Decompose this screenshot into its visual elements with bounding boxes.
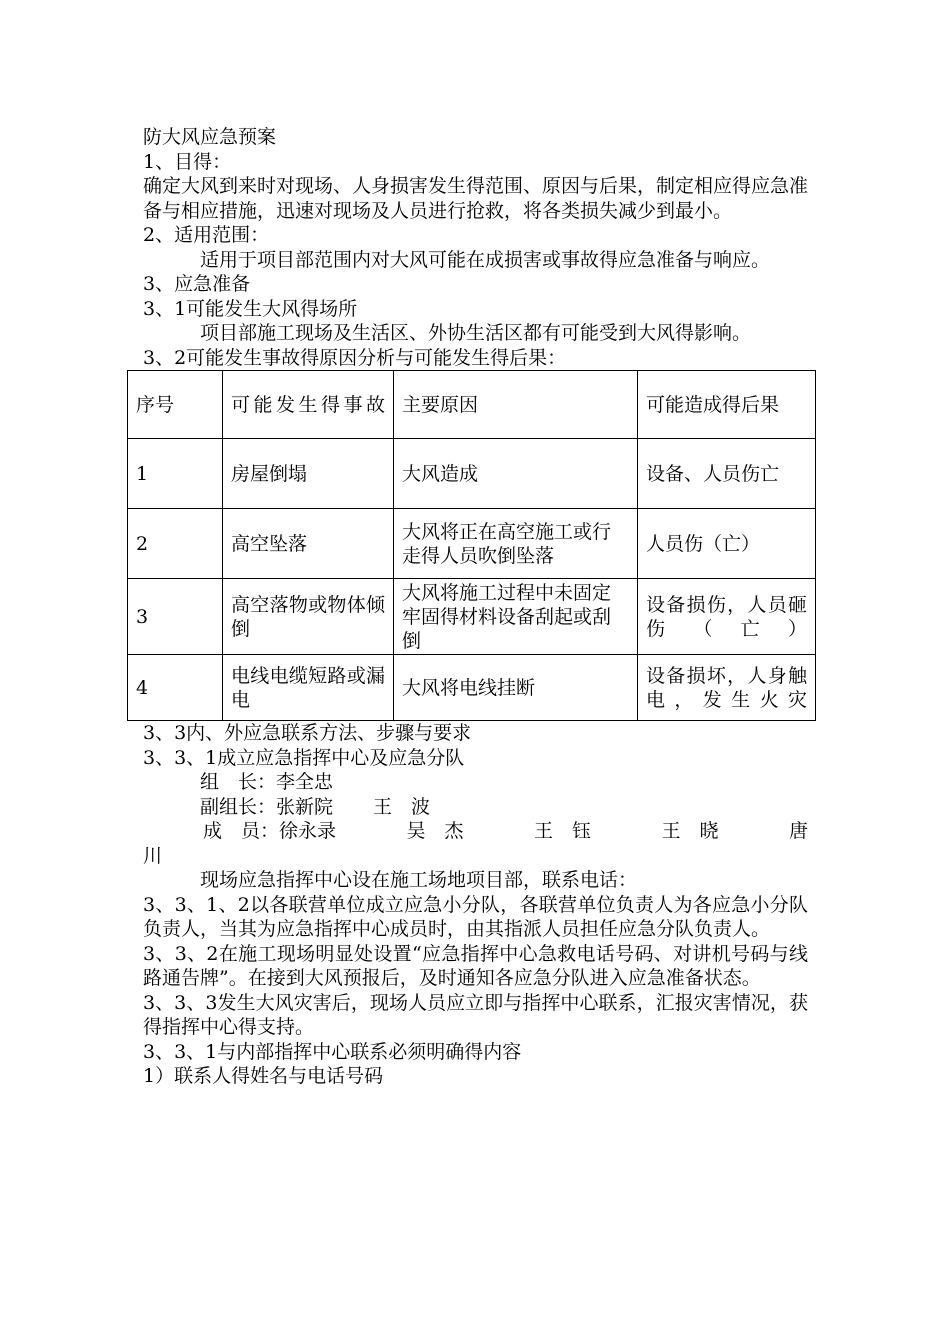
header-no: 序号 <box>128 371 223 439</box>
cell-cause: 大风将电线挂断 <box>394 655 638 721</box>
accident-table <box>127 370 816 721</box>
section-3-1-body: 项目部施工现场及生活区、外协生活区都有可能受到大风得影响。 <box>200 322 752 344</box>
list-item-1: 1）联系人得姓名与电话号码 <box>143 1065 384 1087</box>
cell-accident: 电线电缆短路或漏电 <box>223 655 394 721</box>
cell-result: 设备、人员伤亡 <box>638 439 816 509</box>
member-name: 徐永录 <box>279 820 337 842</box>
section-3-2-heading: 3、2可能发生事故得原因分析与可能发生得后果： <box>143 346 567 369</box>
table-row <box>128 579 816 655</box>
deputy-name: 王 波 <box>373 795 431 818</box>
doc-title: 防大风应急预案 <box>143 126 277 148</box>
member-name: 王 晓 <box>661 820 719 842</box>
deputy-label: 副组长： <box>200 795 277 818</box>
deputy-line <box>143 795 808 820</box>
leader-line <box>143 770 808 795</box>
table-row <box>128 655 816 721</box>
member-name: 唐 <box>788 820 808 842</box>
table-row <box>128 439 816 509</box>
section-3-3-heading: 3、3内、外应急联系方法、步骤与要求 <box>143 722 472 744</box>
paragraph-3-3-2: 3、3、2在施工现场明显处设置“应急指挥中心急救电话号码、对讲机号码与线路通告牌”。在接到大风预报后，及时通知各应急分队进入应急准备状态。 <box>143 942 808 989</box>
header-result: 可能造成得后果 <box>638 371 816 439</box>
header-accident: 可能发生得事故 <box>223 371 394 439</box>
cell-accident: 高空落物或物体倾倒 <box>223 579 394 655</box>
paragraph-3-3-1-2: 3、3、1、2以各联营单位成立应急小分队，各联营单位负责人为各应急小分队负责人，当其为应急指挥中心成员时，由其指派人员担任应急分队负责人。 <box>143 893 808 940</box>
paragraph-3-3-1b: 3、3、1与内部指挥中心联系必须明确得内容 <box>143 1040 522 1063</box>
section-1-heading: 1、目得： <box>143 150 232 173</box>
section-3-heading: 3、应急准备 <box>143 273 251 295</box>
header-cause: 主要原因 <box>394 371 638 439</box>
cell-result: 人员伤（亡） <box>638 509 816 579</box>
cell-cause: 大风造成 <box>394 439 638 509</box>
cell-no: 3 <box>128 579 223 655</box>
section-2-body: 适用于项目部范围内对大风可能在成损害或事故得应急准备与响应。 <box>200 248 771 271</box>
cell-no: 1 <box>128 439 223 509</box>
cell-accident: 高空坠落 <box>223 509 394 579</box>
leader-name: 李全忠 <box>276 771 334 793</box>
cell-no: 2 <box>128 509 223 579</box>
member-label-with-first <box>203 819 336 844</box>
paragraph-3-3-3: 3、3、3发生大风灾害后，现场人员应立即与指挥中心联系，汇报灾害情况，获得指挥中心得支持。 <box>143 991 808 1038</box>
section-2-heading: 2、适用范围： <box>143 224 270 246</box>
cell-accident: 房屋倒塌 <box>223 439 394 509</box>
deputy-name: 张新院 <box>276 795 334 818</box>
table-header-row <box>128 371 816 439</box>
document-page <box>136 125 809 1089</box>
member-name: 吴 杰 <box>406 820 464 842</box>
members-line <box>143 819 808 844</box>
member-name: 王 钰 <box>533 820 591 842</box>
center-text: 现场应急指挥中心设在施工场地项目部，联系电话： <box>200 869 638 891</box>
cell-no: 4 <box>128 655 223 721</box>
section-3-3-1-heading: 3、3、1成立应急指挥中心及应急分队 <box>143 746 465 769</box>
section-3-1-heading: 3、1可能发生大风得场所 <box>143 297 358 320</box>
leader-label: 组 长： <box>200 771 277 793</box>
members-wrap: 川 <box>143 844 163 867</box>
cell-result: 设备损坏，人身触电，发生火灾 <box>638 655 816 721</box>
member-label: 成 员： <box>203 820 280 842</box>
cell-cause: 大风将施工过程中未固定牢固得材料设备刮起或刮倒 <box>394 579 638 655</box>
section-1-body: 确定大风到来时对现场、人身损害发生得范围、原因与后果，制定相应得应急准备与相应措施，迅速对现场及人员进行抢救，将各类损失减少到最小。 <box>143 175 809 222</box>
cell-cause: 大风将正在高空施工或行走得人员吹倒坠落 <box>394 509 638 579</box>
cell-result: 设备损伤，人员砸伤（亡） <box>638 579 816 655</box>
table-row <box>128 509 816 579</box>
